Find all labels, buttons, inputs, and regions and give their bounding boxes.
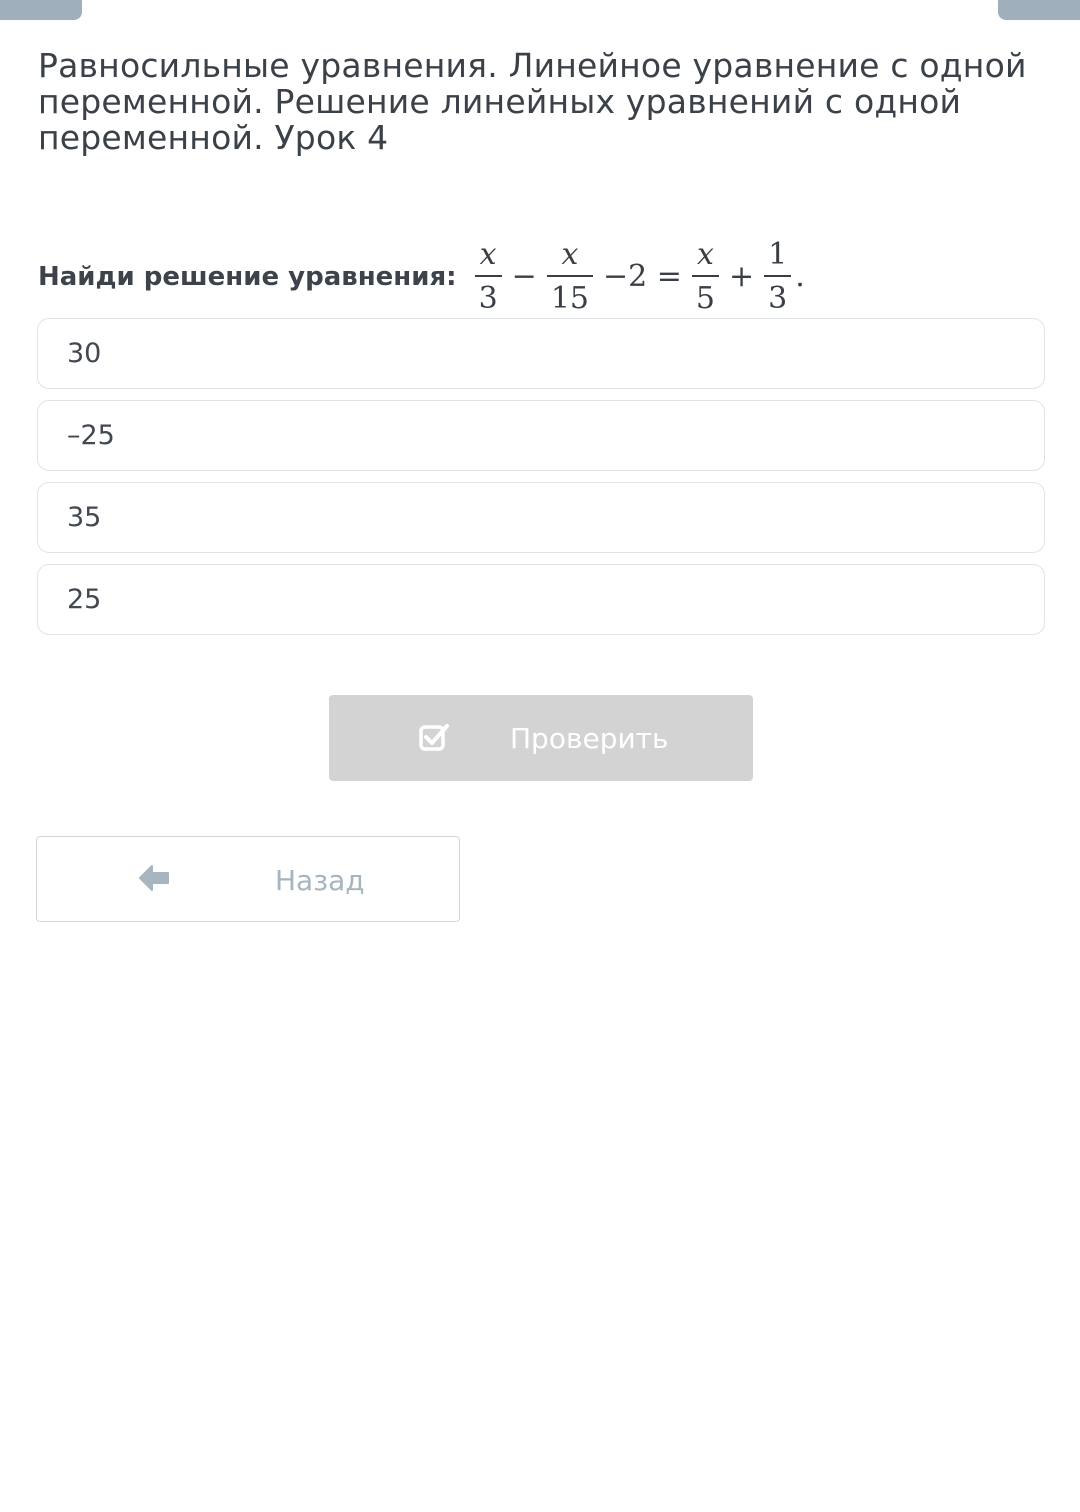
back-button[interactable]	[36, 836, 460, 922]
fraction-bar	[764, 275, 791, 277]
question-prompt: Найди решение уравнения:	[38, 262, 457, 292]
answer-option[interactable]: –25	[37, 400, 1045, 471]
arrow-left-icon	[138, 864, 170, 892]
denominator: 5	[695, 281, 715, 316]
fraction-bar	[692, 275, 719, 277]
denominator: 3	[478, 281, 498, 316]
checkbox-check-icon	[417, 721, 451, 755]
numerator: 1	[768, 237, 788, 272]
operator-minus: −	[511, 259, 537, 294]
period: .	[795, 259, 805, 294]
equation	[471, 238, 811, 316]
fraction-bar	[547, 275, 593, 277]
operator-minus-two-equals: −2 =	[603, 259, 682, 294]
numerator: x	[561, 237, 579, 272]
answer-options	[37, 318, 1045, 646]
numerator: x	[696, 237, 714, 272]
operator-plus: +	[729, 259, 755, 294]
fraction-x-over-3	[475, 238, 502, 316]
top-tab-right[interactable]	[998, 0, 1080, 20]
check-button[interactable]	[329, 695, 753, 781]
denominator: 15	[550, 281, 589, 316]
answer-option[interactable]: 25	[37, 564, 1045, 635]
question	[38, 234, 811, 320]
numerator: x	[479, 237, 497, 272]
fraction-1-over-3	[764, 238, 791, 316]
answer-option[interactable]: 35	[37, 482, 1045, 553]
fraction-x-over-15	[547, 238, 593, 316]
lesson-title: Равносильные уравнения. Линейное уравнение с одной переменной. Решение линейных уравнений с одной переменной. Урок 4	[38, 46, 1027, 157]
check-button-label: Проверить	[510, 722, 669, 755]
top-tab-left[interactable]	[0, 0, 82, 20]
fraction-x-over-5	[692, 238, 719, 316]
back-button-label: Назад	[275, 864, 365, 897]
answer-option[interactable]: 30	[37, 318, 1045, 389]
denominator: 3	[768, 281, 788, 316]
fraction-bar	[475, 275, 502, 277]
